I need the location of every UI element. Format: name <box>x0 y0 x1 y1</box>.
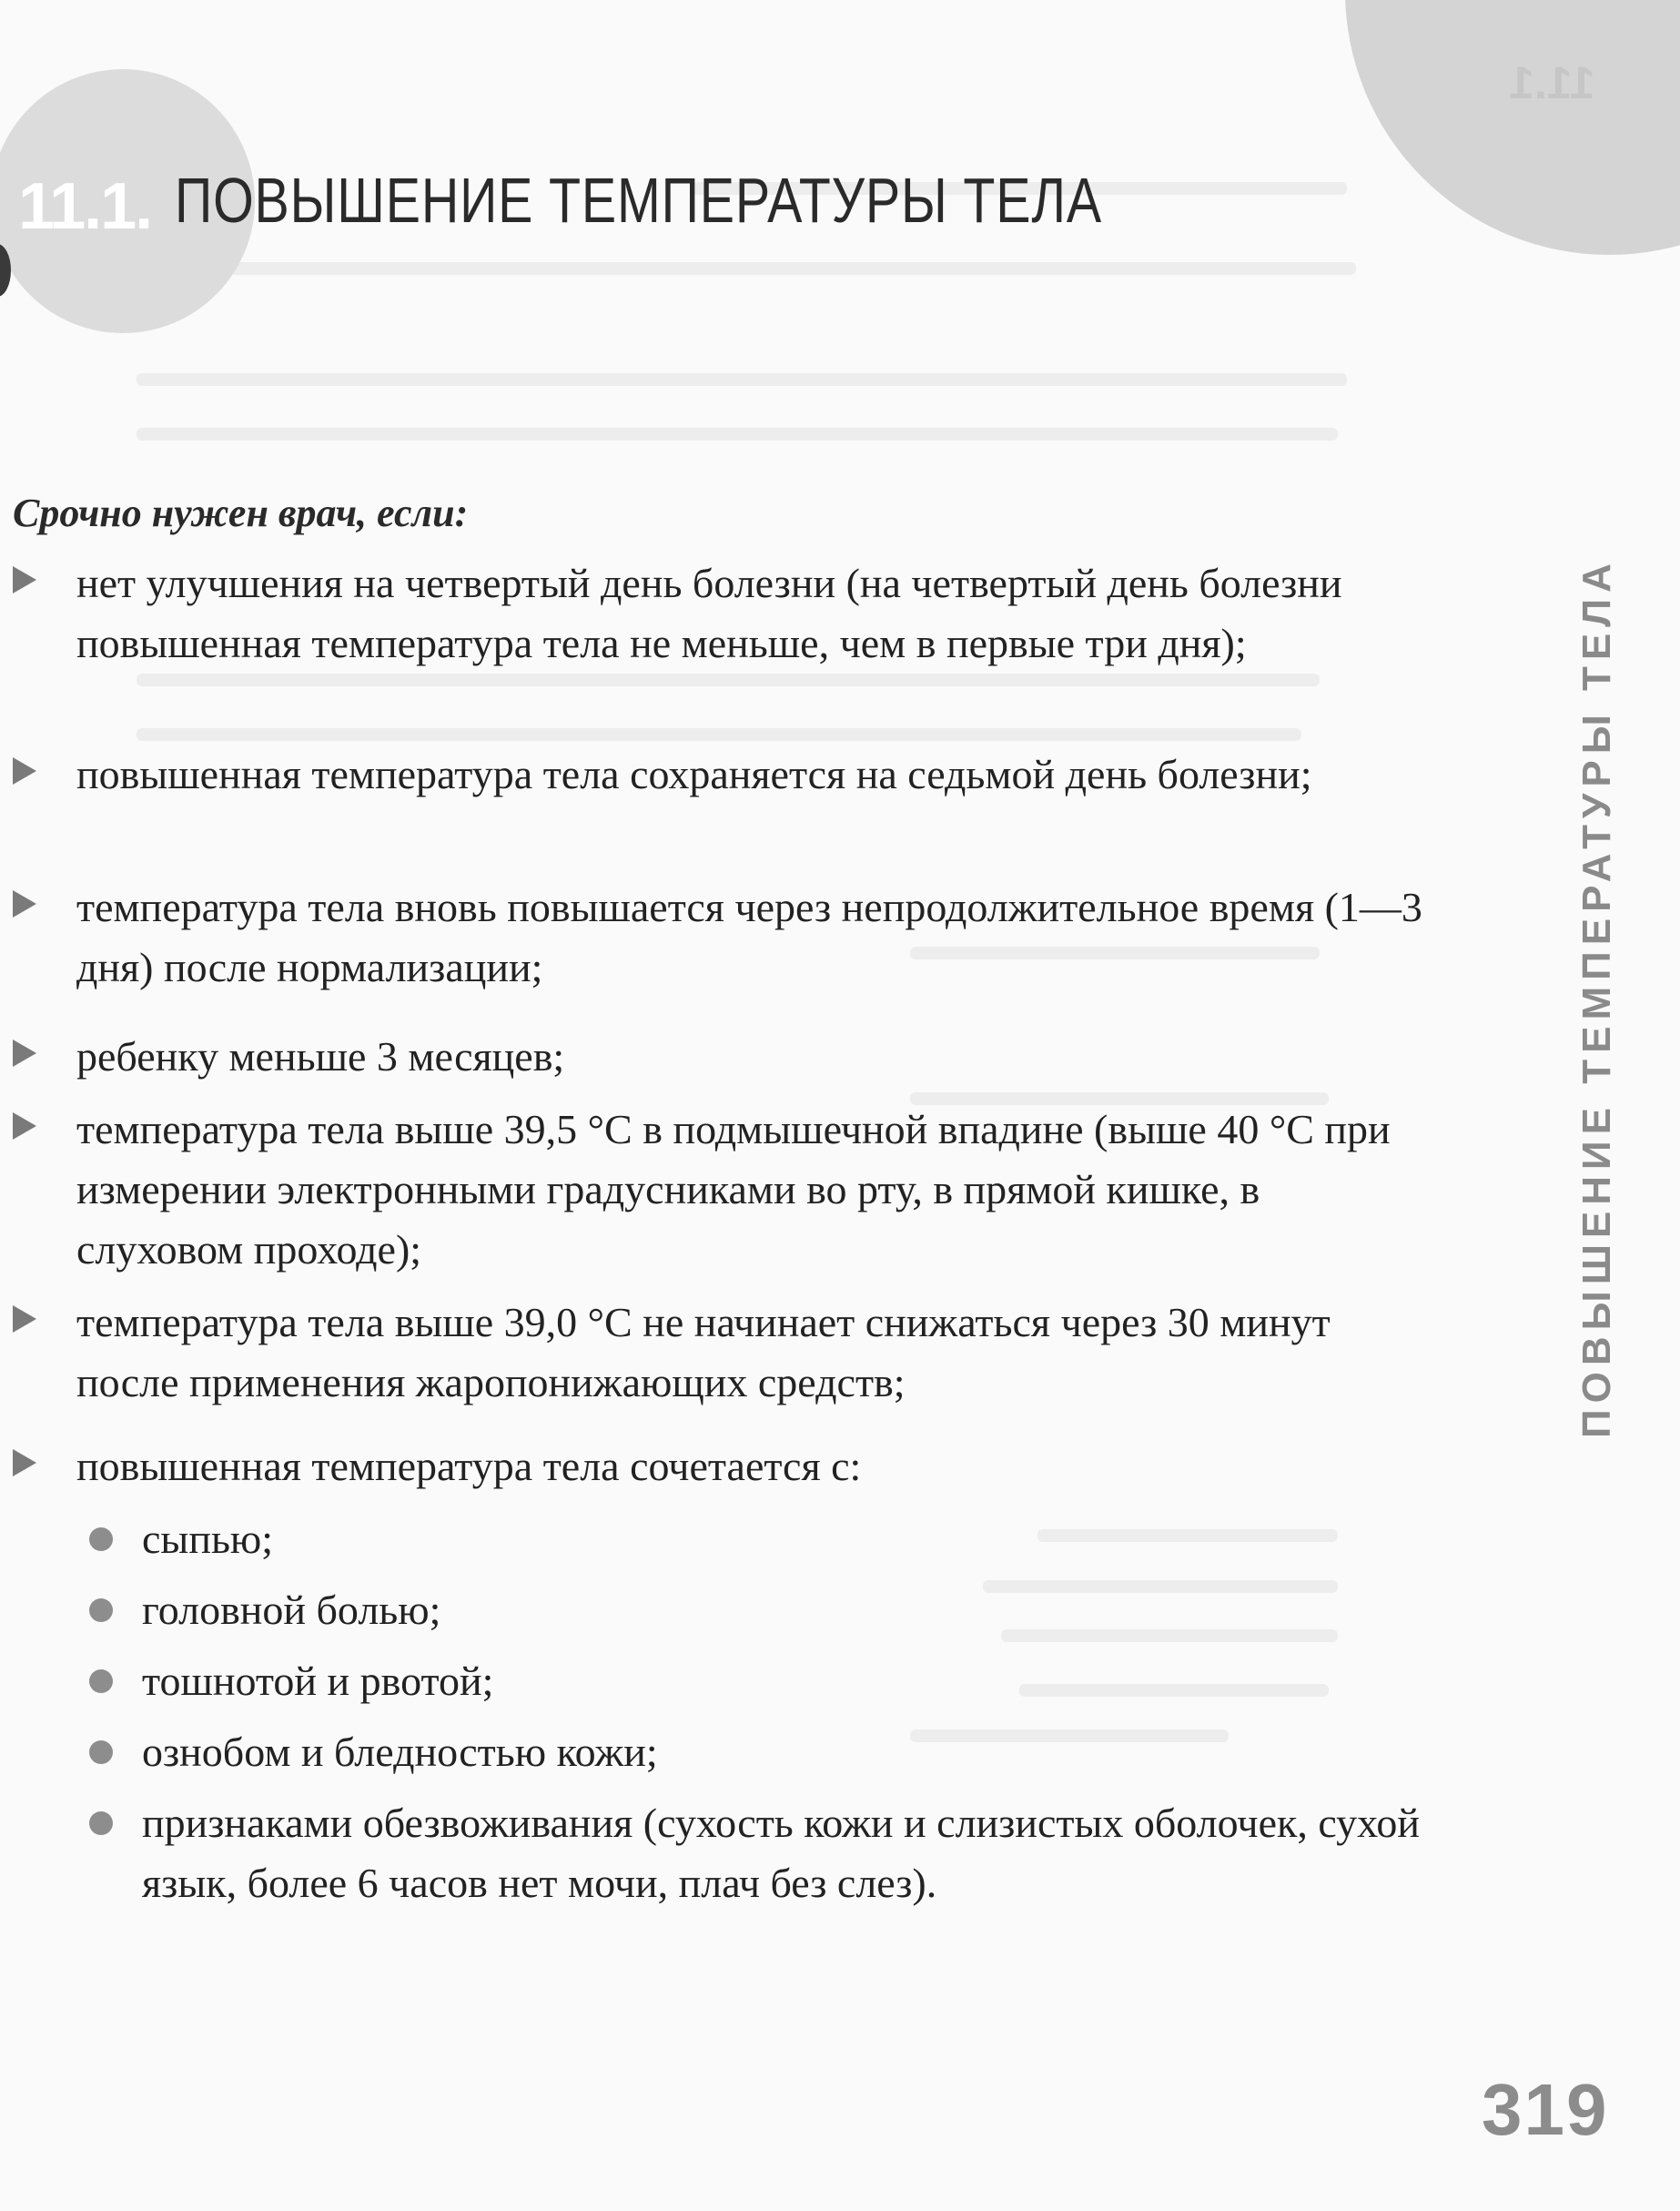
circle-bullet-icon <box>89 1740 113 1764</box>
section-subheading: Срочно нужен врач, если: <box>13 491 469 535</box>
circle-bullet-icon <box>89 1527 113 1551</box>
circle-bullet-icon <box>89 1669 113 1693</box>
sub-list-item-text: ознобом и бледностью кожи; <box>142 1729 658 1775</box>
triangle-bullet-icon <box>13 757 36 785</box>
sub-list-item-text: признаками обезвоживания (сухость кожи и слизистых оболочек, сухой язык, более 6 часов нет мочи, плач без слез). <box>142 1800 1421 1906</box>
list-item-text: температура тела выше 39,5 °C в подмышечной впадине (выше 40 °C при измерении электронными градусниками во рту, в прямой кишке, в слуховом проходе); <box>76 1106 1391 1273</box>
corner-label: 11.1 <box>1509 57 1595 108</box>
list-item-text: повышенная температура тела сохраняется на седьмой день болезни; <box>76 751 1312 797</box>
page-number: 319 <box>1482 2069 1609 2150</box>
triangle-bullet-icon <box>13 1305 36 1333</box>
chapter-number: 11.1. <box>18 170 152 243</box>
list-item-text: повышенная температура тела сочетается с: <box>76 1443 862 1489</box>
list-item-text: нет улучшения на четвертый день болезни (на четвертый день болезни повышенная температура тела не меньше, чем в первые три дня); <box>76 560 1342 666</box>
sub-list-item-text: сыпью; <box>142 1516 274 1562</box>
list-item-text: ребенку меньше 3 месяцев; <box>76 1033 565 1080</box>
triangle-bullet-icon <box>13 890 36 918</box>
list-item-text: температура тела выше 39,0 °C не начинает снижаться через 30 минут после применения жаропонижающих средств; <box>76 1299 1331 1405</box>
corner-decor-circle <box>1345 0 1680 255</box>
triangle-bullet-icon <box>13 1112 36 1140</box>
triangle-bullet-icon <box>13 566 36 593</box>
circle-bullet-icon <box>89 1811 113 1835</box>
triangle-bullet-icon <box>13 1449 36 1476</box>
list-item-text: температура тела вновь повышается через непродолжительное время (1—3 дня) после нормализации; <box>76 884 1422 990</box>
running-title-vertical: ПОВЫШЕНИЕ ТЕМПЕРАТУРЫ ТЕЛА <box>1574 557 1619 1438</box>
sub-list-item-text: тошнотой и рвотой; <box>142 1658 494 1704</box>
triangle-bullet-icon <box>13 1040 36 1067</box>
circle-bullet-icon <box>89 1598 113 1622</box>
chapter-title: ПОВЫШЕНИЕ ТЕМПЕРАТУРЫ ТЕЛА <box>175 165 1102 236</box>
sub-list-item-text: головной болью; <box>142 1587 441 1633</box>
